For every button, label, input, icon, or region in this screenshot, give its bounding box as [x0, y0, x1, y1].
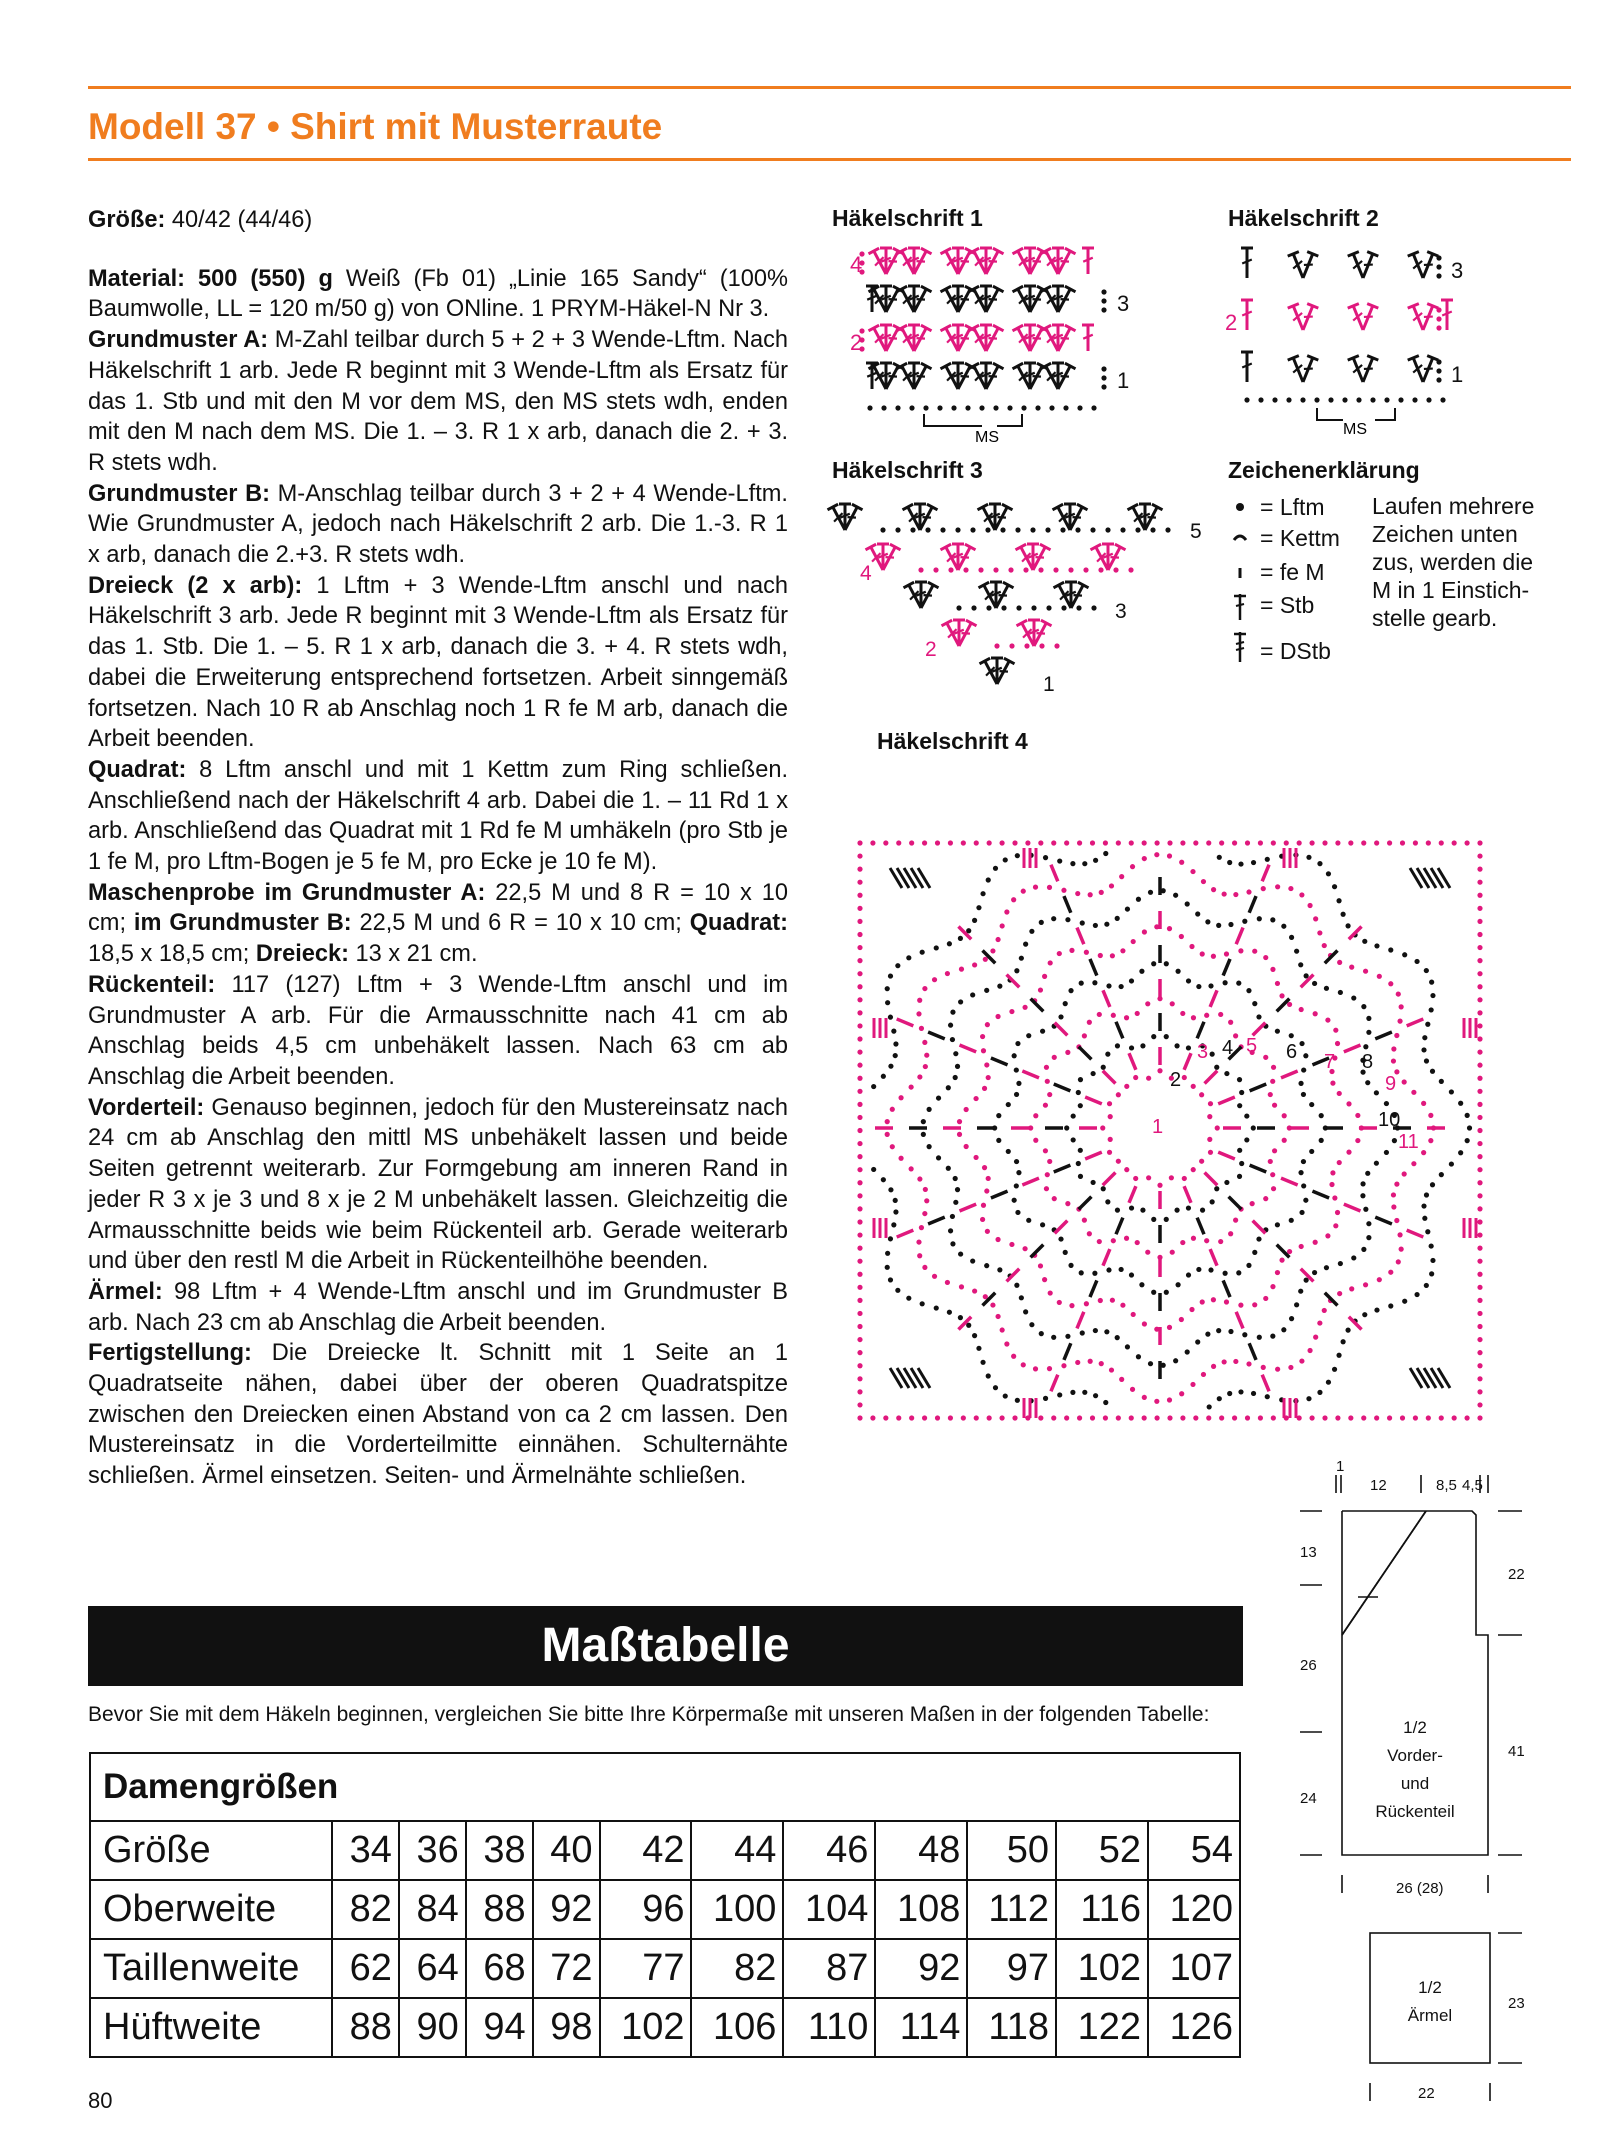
instruction-text: 13 x 21 cm.	[349, 941, 478, 968]
instruction-text: Weiß (Fb 01) „Linie 165 Sandy“ (100% Baumwolle, LL = 120 m/50 g) von ONline. 1 PRYM-Häkel-N Nr 3.	[88, 265, 788, 323]
chart3-title: Häkelschrift 3	[832, 457, 983, 483]
table-cell: 90	[399, 1998, 466, 2057]
table-cell: 42	[600, 1821, 692, 1880]
chart4-round-4: 4	[1222, 1037, 1234, 1059]
table-cell: 106	[691, 1998, 783, 2057]
sleeve-label-line: 1/2	[1418, 1978, 1442, 1997]
dim-right-22: 22	[1508, 1566, 1525, 1583]
instruction-label: Fertigstellung:	[88, 1340, 252, 1367]
instruction-paragraph	[88, 264, 788, 325]
table-cell: 88	[332, 1998, 399, 2057]
instruction-paragraph	[88, 878, 788, 970]
instruction-paragraph	[88, 479, 788, 571]
legend-title: Zeichenerklärung	[1228, 457, 1420, 483]
sleeve-label-line: Ärmel	[1407, 2006, 1453, 2025]
table-cell: 114	[875, 1998, 967, 2057]
table-cell: 84	[399, 1880, 466, 1939]
page-number: 80	[88, 2088, 113, 2113]
table-cell: 72	[533, 1939, 600, 1998]
table-cell: 36	[399, 1821, 466, 1880]
chart2-row-2: 2	[1225, 310, 1238, 335]
dim-top-1: 1	[1336, 1458, 1345, 1475]
chart4-round-9: 9	[1385, 1073, 1397, 1095]
table-cell: 110	[783, 1998, 875, 2057]
table-cell: 118	[967, 1998, 1056, 2057]
chart2-ms-label: MS	[1343, 421, 1367, 438]
dim-top-12: 12	[1370, 1477, 1387, 1494]
instruction-label: Vorderteil:	[88, 1094, 205, 1121]
table-cell: 100	[691, 1880, 783, 1939]
legend-dc: = Stb	[1260, 592, 1315, 618]
chart1-ms-bracket	[924, 414, 1022, 426]
body-label-line: Rückenteil	[1375, 1802, 1455, 1821]
legend-note	[1372, 492, 1534, 632]
chart2-symbols	[1241, 248, 1453, 403]
table-row-label: Oberweite	[90, 1880, 332, 1939]
chart4-round-3: 3	[1197, 1041, 1209, 1063]
dim-left-26: 26	[1300, 1657, 1317, 1674]
instruction-text: 98 Lftm + 4 Wende-Lftm anschl und im Grundmuster B arb. Nach 23 cm ab Anschlag die Arbeit beenden.	[88, 1278, 788, 1336]
dim-top-4-5: 4,5	[1462, 1477, 1483, 1494]
chart4-round-5: 5	[1246, 1035, 1258, 1057]
instruction-label: Grundmuster A:	[88, 327, 269, 354]
instruction-paragraph	[88, 970, 788, 1093]
chart4-round-11: 11	[1398, 1131, 1419, 1153]
instruction-label: Größe:	[88, 207, 166, 233]
chart1-title: Häkelschrift 1	[832, 205, 983, 231]
table-cell: 38	[466, 1821, 533, 1880]
chart4-round-7: 7	[1324, 1051, 1336, 1073]
table-cell: 34	[332, 1821, 399, 1880]
chart4	[830, 728, 1530, 1458]
chart3-row-3: 3	[1115, 600, 1127, 623]
dim-sleeve-height: 23	[1508, 1995, 1525, 2012]
instruction-paragraph	[88, 571, 788, 755]
page-title: Modell 37 • Shirt mit Musterraute	[88, 106, 663, 147]
chart3-row-5: 5	[1190, 520, 1202, 543]
table-cell: 94	[466, 1998, 533, 2057]
table-cell: 112	[967, 1880, 1056, 1939]
table-cell: 92	[533, 1880, 600, 1939]
table-cell: 122	[1056, 1998, 1148, 2057]
table-cell: 92	[875, 1939, 967, 1998]
instruction-label: Grundmuster B:	[88, 480, 270, 507]
measure-title-bar	[88, 1606, 1243, 1686]
chart2-row-3: 3	[1451, 258, 1464, 283]
instruction-text: Genauso beginnen, jedoch für den Mustereinsatz nach 24 cm ab Anschlag den mittl MS unbehäkelt lassen und beide Seiten getrennt weiterarb. Zur Formgebung am inneren Rand in jeder R 3 x je 3 und 8 x je 2 M unbehäkelt lassen. Gleichzeitig die Armausschnitte beids wie beim Rückenteil arb. Gerade weiterarb und über den restl M die Arbeit in Rückenteilhöhe beenden.	[88, 1094, 788, 1275]
table-cell: 77	[600, 1939, 692, 1998]
chart1-row-2: 2	[850, 330, 863, 355]
legend-tr: = DStb	[1260, 638, 1331, 664]
instruction-text: 22,5 M und 8 R = 10 x 10 cm;	[88, 879, 788, 937]
chart4-round-1: 1	[1152, 1116, 1164, 1138]
chart3-symbols	[827, 504, 1170, 684]
body-label-line: 1/2	[1403, 1718, 1427, 1737]
instruction-label: Dreieck (2 x arb):	[88, 572, 303, 599]
table-cell: 126	[1148, 1998, 1240, 2057]
legend-note-line: zus, werden die	[1372, 549, 1534, 575]
legend-slip: = Kettm	[1260, 525, 1340, 551]
dim-left-24: 24	[1300, 1790, 1317, 1807]
instruction-label: Ärmel:	[88, 1278, 163, 1305]
table-cell: 97	[967, 1939, 1056, 1998]
legend-chain: = Lftm	[1260, 494, 1325, 520]
table-cell: 48	[875, 1821, 967, 1880]
instruction-text: 117 (127) Lftm + 3 Wende-Lftm anschl und im Grundmuster A arb. Für die Armausschnitte nach 41 cm ab Anschlag beids 4,5 cm unbehäkelt lassen. Nach 63 cm ab Anschlag die Arbeit beenden.	[88, 971, 788, 1090]
legend-note-line: stelle gearb.	[1372, 605, 1498, 631]
chart2-title: Häkelschrift 2	[1228, 205, 1379, 231]
legend-sc: = fe M	[1260, 559, 1325, 585]
double-crochet-icon	[1234, 594, 1246, 620]
body-label-line: Vorder-	[1387, 1746, 1443, 1765]
instruction-label: im Grundmuster B:	[133, 910, 352, 937]
instruction-paragraph	[88, 1338, 788, 1492]
table-cell: 88	[466, 1880, 533, 1939]
instructions	[88, 205, 788, 1492]
legend-symbols	[1228, 492, 1258, 682]
table-cell: 82	[332, 1880, 399, 1939]
chart1-row-1: 1	[1117, 368, 1130, 393]
instruction-text: 40/42 (44/46)	[165, 207, 313, 233]
table-cell: 64	[399, 1939, 466, 1998]
table-cell: 40	[533, 1821, 600, 1880]
table-row	[90, 1939, 1240, 1998]
measure-title: Maßtabelle	[541, 1619, 790, 1672]
chart1-ms-label: MS	[975, 429, 999, 446]
instruction-text: 1 Lftm + 3 Wende-Lftm anschl und nach Häkelschrift 3 arb. Jede R beginnt mit 3 Wende-Lftm als Ersatz für das 1. Stb. Die 1. – 5. R 1 x arb, danach die 3. + 4. R stets wdh, dabei die Erweiterung entsprechend fortsetzen. Arbeit sinngemäß fortsetzen. Nach 10 R ab Anschlag noch 1 R fe M arb, danach die Arbeit beenden.	[88, 572, 788, 753]
instruction-paragraph	[88, 1093, 788, 1277]
table-cell: 108	[875, 1880, 967, 1939]
instruction-paragraph	[88, 1277, 788, 1338]
instruction-label: Rückenteil:	[88, 971, 216, 998]
table-cell: 104	[783, 1880, 875, 1939]
instruction-label: Quadrat:	[689, 910, 789, 937]
legend-note-line: Laufen mehrere	[1372, 493, 1535, 519]
header-rule-top	[88, 86, 1571, 89]
dim-sleeve-width: 22	[1418, 2085, 1435, 2102]
instruction-text: M-Anschlag teilbar durch 3 + 2 + 4 Wende-Lftm. Wie Grundmuster A, jedoch nach Häkelschrift 2 arb. Die 1.-3. R 1 x arb, danach die 2.+3. R stets wdh.	[88, 480, 788, 569]
table-cell: 52	[1056, 1821, 1148, 1880]
dim-left-13: 13	[1300, 1544, 1317, 1561]
chart3-row-4: 4	[860, 562, 872, 585]
dim-body-width: 26 (28)	[1396, 1880, 1444, 1897]
table-cell: 96	[600, 1880, 692, 1939]
legend-note-line: M in 1 Einstich-	[1372, 577, 1530, 603]
chart3-row-2: 2	[925, 638, 937, 661]
table-cell: 116	[1056, 1880, 1148, 1939]
instruction-text: M-Zahl teilbar durch 5 + 2 + 3 Wende-Lftm. Nach Häkelschrift 1 arb. Jede R beginnt mit 3 Wende-Lftm als Ersatz für das 1. Stb und mit den M vor dem MS, den MS stets wdh, enden mit den M nach dem MS. Die 1. – 3. R 1 x arb, danach die 2. + 3. R stets wdh.	[88, 327, 788, 476]
header-rule-bottom	[88, 158, 1571, 161]
chart1-row-3: 3	[1117, 291, 1130, 316]
chart1-symbols	[859, 248, 1106, 411]
instruction-paragraph	[88, 755, 788, 878]
chart2	[1225, 240, 1485, 440]
dim-right-41: 41	[1508, 1743, 1525, 1760]
garment-schematic	[1300, 1455, 1601, 2130]
instruction-text: 8 Lftm anschl und mit 1 Kettm zum Ring schließen. Anschließend nach der Häkelschrift 4 arb. Dabei die 1. – 11 Rd 1 x arb. Anschließend das Quadrat mit 1 Rd fe M umhäkeln (pro Stb je 1 fe M, pro Lftm-Bogen je 5 fe M, pro Ecke je 10 fe M).	[88, 756, 788, 876]
instruction-label: Material: 500 (550) g	[88, 265, 333, 292]
table-cell: 82	[691, 1939, 783, 1998]
instruction-paragraph	[88, 205, 788, 236]
chart2-ms-bracket	[1317, 408, 1395, 420]
chart4-title: Häkelschrift 4	[877, 728, 1028, 754]
chart1-row-4: 4	[850, 252, 863, 277]
table-cell: 87	[783, 1939, 875, 1998]
table-cell: 107	[1148, 1939, 1240, 1998]
chart2-row-1: 1	[1451, 362, 1464, 387]
chain-icon	[1236, 503, 1244, 511]
table-row	[90, 1880, 1240, 1939]
chart3-row-1: 1	[1043, 673, 1055, 696]
table-cell: 50	[967, 1821, 1056, 1880]
table-cell: 68	[466, 1939, 533, 1998]
legend-note-line: Zeichen unten	[1372, 521, 1518, 547]
table-cell: 102	[600, 1998, 692, 2057]
chart4-round-10: 10	[1378, 1109, 1401, 1131]
size-table	[89, 1752, 1241, 2058]
body-label-line: und	[1400, 1774, 1430, 1793]
table-cell: 44	[691, 1821, 783, 1880]
instruction-text: 22,5 M und 6 R = 10 x 10 cm;	[351, 910, 690, 937]
instruction-text: 18,5 x 18,5 cm;	[88, 941, 256, 968]
table-cell: 62	[332, 1939, 399, 1998]
dim-top-8-5: 8,5	[1436, 1477, 1457, 1494]
table-title: Damengrößen	[90, 1753, 1240, 1821]
chart3	[825, 488, 1225, 708]
table-row-label: Taillenweite	[90, 1939, 332, 1998]
table-row-label: Größe	[90, 1821, 332, 1880]
instruction-paragraph	[88, 325, 788, 479]
chart4-round-8: 8	[1362, 1051, 1374, 1073]
instruction-label: Dreieck:	[255, 941, 349, 968]
instruction-text: Die Dreiecke lt. Schnitt mit 1 Seite an 1 Quadratseite nähen, dabei über der oberen Quadratspitze zwischen den Dreiecken einen Abstand von ca 2 cm lassen. Den Mustereinsatz in die Vorderteilmitte einnähen. Schulternähte schließen. Ärmel einsetzen. Seiten- und Ärmelnähte schließen.	[88, 1340, 788, 1490]
chart1	[832, 236, 1162, 456]
instruction-label: Maschenprobe im Grundmuster A:	[88, 879, 486, 906]
table-row	[90, 1821, 1240, 1880]
table-cell: 120	[1148, 1880, 1240, 1939]
table-cell: 46	[783, 1821, 875, 1880]
table-cell: 54	[1148, 1821, 1240, 1880]
chart4-round-6: 6	[1286, 1041, 1298, 1063]
table-cell: 102	[1056, 1939, 1148, 1998]
chart4-round-2: 2	[1170, 1069, 1182, 1091]
measure-intro: Bevor Sie mit dem Häkeln beginnen, vergleichen Sie bitte Ihre Körpermaße mit unseren Maßen in der folgenden Tabelle:	[88, 1703, 1210, 1726]
table-row-label: Hüftweite	[90, 1998, 332, 2057]
slip-stitch-icon	[1234, 536, 1246, 540]
table-row	[90, 1998, 1240, 2057]
table-cell: 98	[533, 1998, 600, 2057]
instruction-label: Quadrat:	[88, 756, 187, 783]
treble-crochet-icon	[1234, 632, 1246, 662]
